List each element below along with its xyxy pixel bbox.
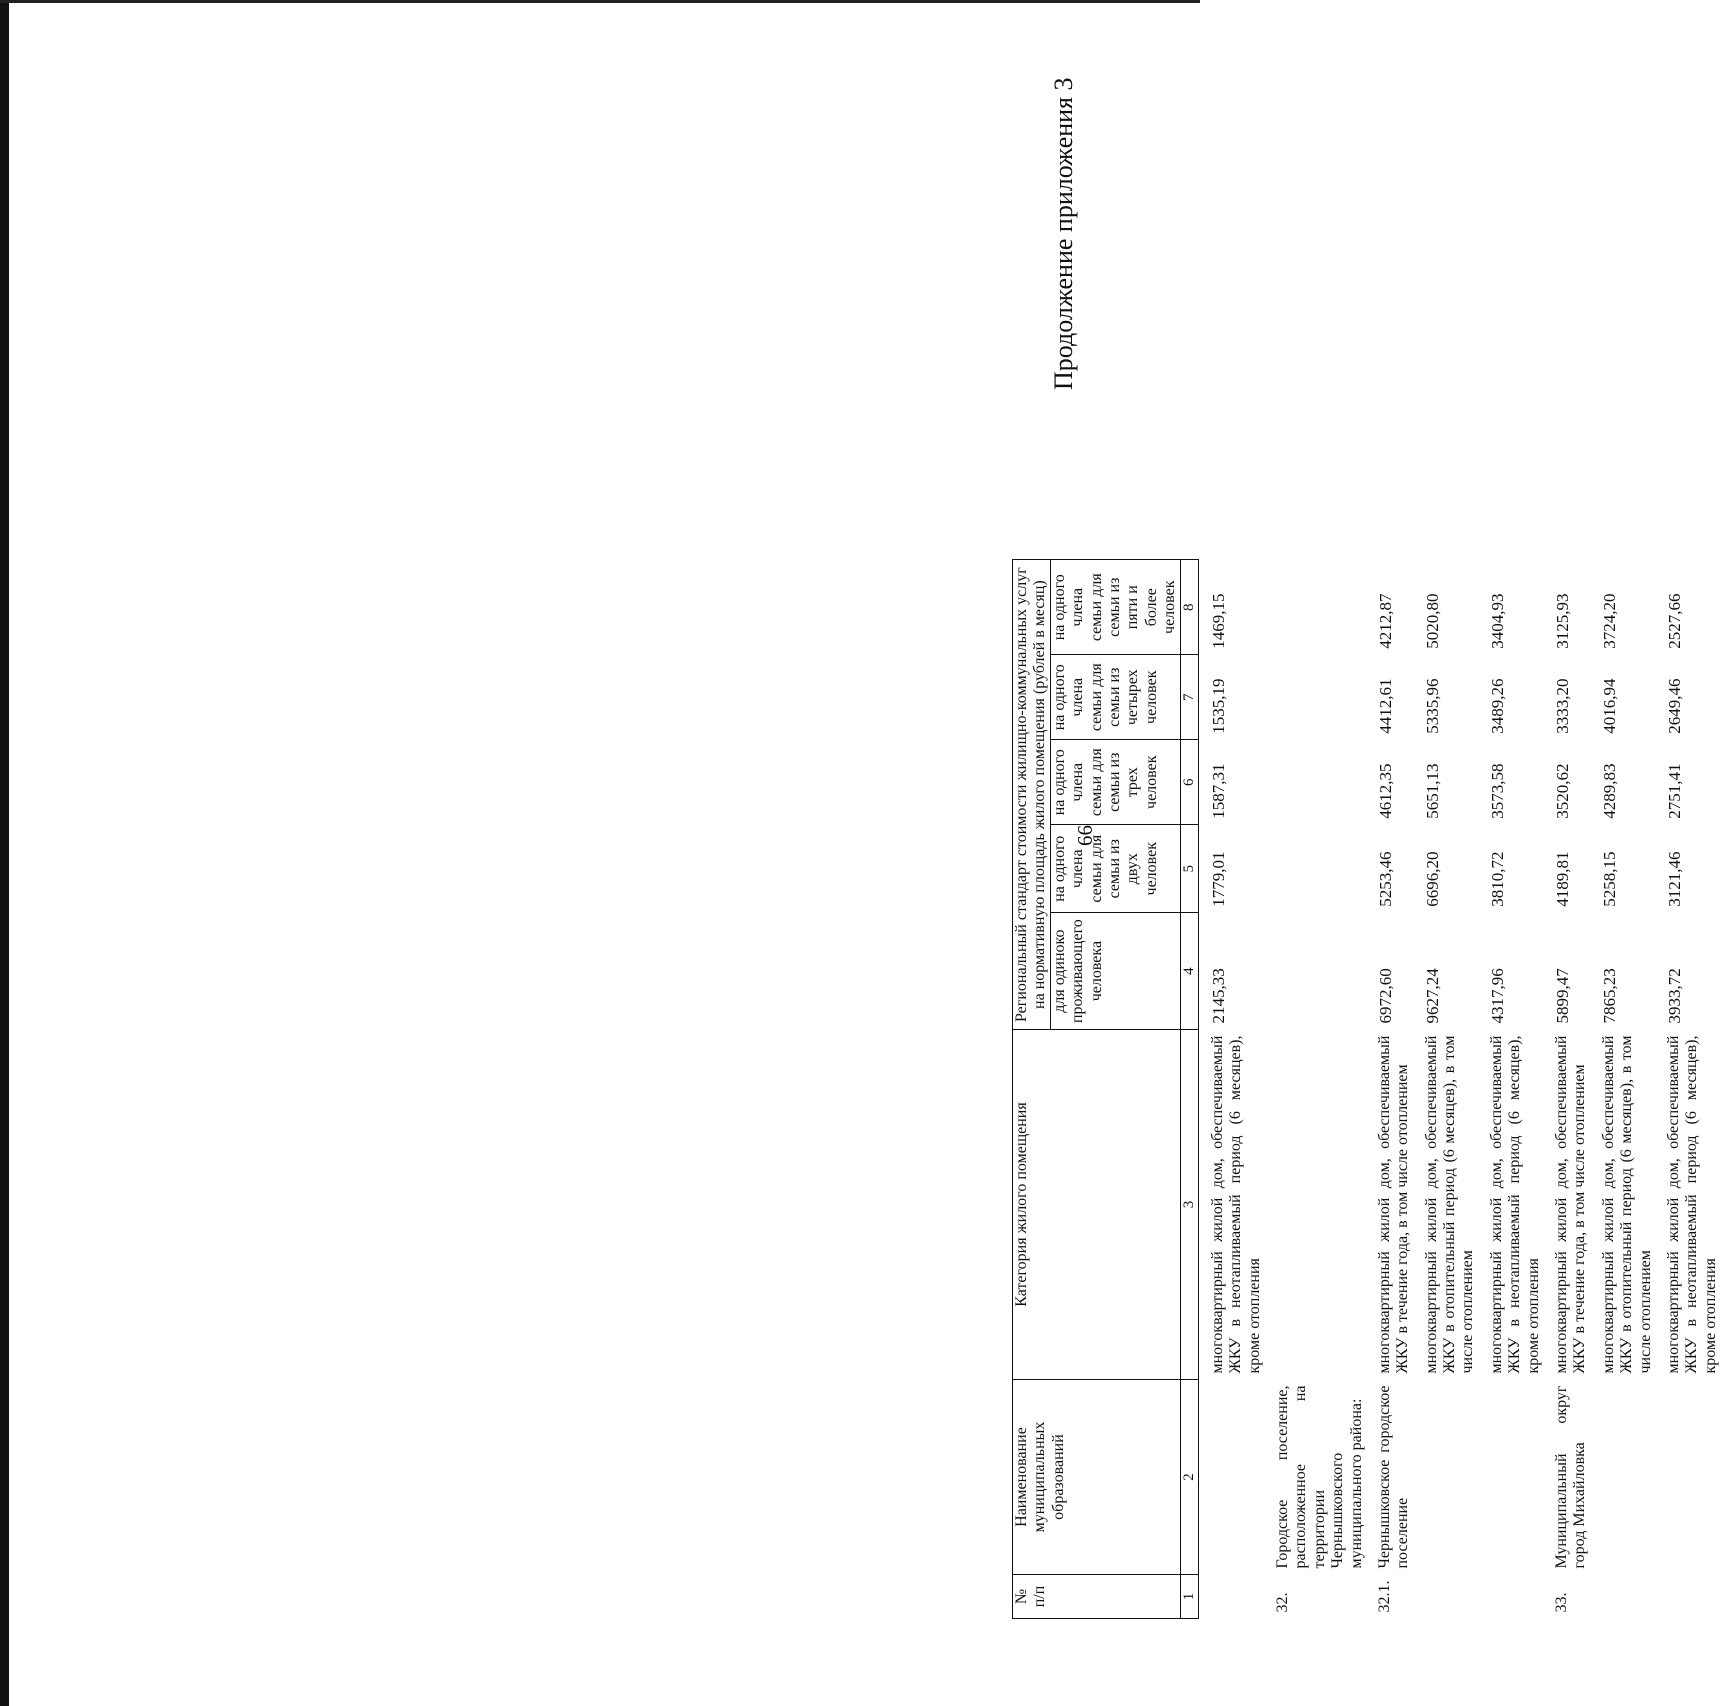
value-family-3: 3520,62 — [1553, 763, 1573, 819]
table-row — [1198, 560, 1264, 1619]
municipality-name: Городское поселение, расположенное на территории Чернышковского муниципального района: — [1273, 1385, 1365, 1569]
municipality-name: Чернышковское городское поселение — [1375, 1385, 1412, 1569]
value-single: 4317,96 — [1487, 968, 1507, 1024]
value-family-2: 6696,20 — [1422, 851, 1442, 907]
table-row — [1366, 560, 1413, 1619]
appendix-title: Продолжение приложения 3 — [1049, 77, 1078, 390]
row-number — [1198, 1575, 1264, 1619]
table-row — [1655, 560, 1720, 1619]
housing-category: многоквартирный жилой дом, обеспечиваемый ЖКУ в отопительный период (6 месяцев), в том числе отоплением — [1422, 1035, 1477, 1374]
value-family-4: 1535,19 — [1208, 678, 1228, 734]
housing-category — [1264, 1030, 1366, 1380]
value-single: 7865,23 — [1599, 968, 1619, 1024]
value-family-3: 3573,58 — [1487, 763, 1507, 819]
value-family-2: 1779,01 — [1208, 851, 1228, 907]
column-number: 5 — [1180, 825, 1198, 913]
column-number: 3 — [1180, 1030, 1198, 1380]
value-single: 3933,72 — [1664, 968, 1684, 1024]
row-number — [1655, 1575, 1720, 1619]
housing-category: многоквартирный жилой дом, обеспечиваемый ЖКУ в отопительный период (6 месяцев), в том числе отоплением — [1599, 1035, 1654, 1374]
value-family-3: 4289,83 — [1599, 763, 1619, 819]
value-family-2: 5258,15 — [1599, 851, 1619, 907]
municipality-name — [1198, 1380, 1264, 1575]
value-family-2 — [1264, 825, 1366, 913]
column-number: 8 — [1180, 560, 1198, 655]
column-number: 7 — [1180, 655, 1198, 740]
value-family-4: 4016,94 — [1599, 678, 1619, 734]
housing-category: многоквартирный жилой дом, обеспечиваемый ЖКУ в неотапливаемый период (6 месяцев), кроме отопления — [1487, 1035, 1542, 1374]
value-family-5plus: 2527,66 — [1664, 593, 1684, 649]
table-row — [1413, 560, 1478, 1619]
municipality-name — [1413, 1380, 1478, 1575]
page-number: 66 — [1073, 825, 1097, 846]
municipality-name — [1590, 1380, 1655, 1575]
value-family-5plus: 3404,93 — [1487, 593, 1507, 649]
standards-table — [1012, 559, 1720, 1619]
row-number — [1413, 1575, 1478, 1619]
value-family-5plus: 3724,20 — [1599, 593, 1619, 649]
value-family-4: 4412,61 — [1375, 678, 1395, 734]
housing-category: многоквартирный жилой дом, обеспечиваемый ЖКУ в неотапливаемый период (6 месяцев), кроме отопления — [1208, 1035, 1263, 1374]
table-row — [1543, 560, 1590, 1619]
value-family-3: 4612,35 — [1375, 763, 1395, 819]
column-number: 6 — [1180, 740, 1198, 825]
header-family-4: на одного члена семьи для семьи из четырех человек — [1050, 655, 1180, 740]
column-number: 1 — [1180, 1575, 1198, 1619]
row-number: 32. — [1273, 1592, 1291, 1613]
value-family-4: 3333,20 — [1553, 678, 1573, 734]
housing-category: многоквартирный жилой дом, обеспечиваемый ЖКУ в неотапливаемый период (6 месяцев), кроме отопления — [1664, 1035, 1719, 1374]
value-family-5plus: 1469,15 — [1208, 593, 1228, 649]
table-header — [1013, 560, 1199, 1619]
value-family-3: 5651,13 — [1422, 763, 1442, 819]
table-row — [1478, 560, 1543, 1619]
value-family-5plus: 5020,80 — [1422, 593, 1442, 649]
value-family-3 — [1264, 740, 1366, 825]
value-family-4: 3489,26 — [1487, 678, 1507, 734]
value-family-4 — [1264, 655, 1366, 740]
header-family-5plus: на одного члена семьи для семьи из пяти и более человек — [1050, 560, 1180, 655]
value-family-5plus — [1264, 560, 1366, 655]
header-category: Категория жилого помещения — [1013, 1030, 1181, 1380]
header-family-2: на одного члена семьи для семьи из двух человек — [1050, 825, 1180, 913]
header-standard-group: Региональный стандарт стоимости жилищно-коммунальных услуг на нормативную площадь жилого помещения (рублей в месяц) — [1013, 560, 1051, 1030]
value-single: 9627,24 — [1422, 968, 1442, 1024]
value-family-3: 1587,31 — [1208, 763, 1228, 819]
column-number: 4 — [1180, 913, 1198, 1030]
header-single: для одиноко проживающего человека — [1050, 913, 1180, 1030]
value-single: 6972,60 — [1375, 968, 1395, 1024]
header-family-3: на одного члена семьи для семьи из трех человек — [1050, 740, 1180, 825]
housing-category: многоквартирный жилой дом, обеспечиваемый ЖКУ в течение года, в том числе отоплением — [1553, 1035, 1589, 1374]
value-single: 5899,47 — [1553, 968, 1573, 1024]
table-row — [1590, 560, 1655, 1619]
municipality-name — [1655, 1380, 1720, 1575]
header-municipality: Наименование муниципальных образований — [1013, 1380, 1181, 1575]
value-family-3: 2751,41 — [1664, 763, 1684, 819]
value-family-4: 2649,46 — [1664, 678, 1684, 734]
table-row — [1264, 560, 1366, 1619]
row-number — [1590, 1575, 1655, 1619]
value-family-5plus: 4212,87 — [1375, 593, 1395, 649]
value-family-2: 3810,72 — [1487, 851, 1507, 907]
row-number — [1478, 1575, 1543, 1619]
row-number: 32.1. — [1375, 1580, 1393, 1613]
table-body — [1198, 560, 1720, 1619]
housing-category: многоквартирный жилой дом, обеспечиваемый ЖКУ в течение года, в том числе отоплением — [1375, 1035, 1412, 1374]
value-single: 2145,33 — [1208, 968, 1228, 1024]
value-family-4: 5335,96 — [1422, 678, 1442, 734]
value-family-2: 3121,46 — [1664, 851, 1684, 907]
municipality-name — [1478, 1380, 1543, 1575]
value-family-2: 5253,46 — [1375, 851, 1395, 907]
column-number: 2 — [1180, 1380, 1198, 1575]
value-family-2: 4189,81 — [1553, 851, 1573, 907]
header-number: № п/п — [1013, 1575, 1181, 1619]
value-family-5plus: 3125,93 — [1553, 593, 1573, 649]
municipality-name: Муниципальный округ город Михайловка — [1553, 1385, 1589, 1569]
row-number: 33. — [1553, 1592, 1571, 1613]
value-single — [1264, 913, 1366, 1030]
